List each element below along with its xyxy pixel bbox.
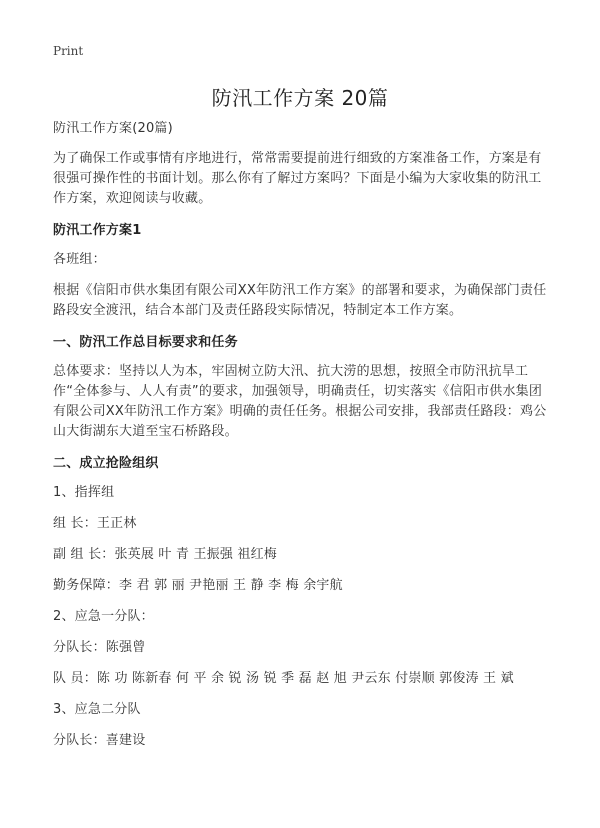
- document-body: [53, 119, 550, 762]
- list-item: 1、指挥组: [53, 485, 115, 500]
- heading-organization: 二、成立抢险组织: [53, 456, 159, 471]
- list-item: 2、应急一分队：: [53, 609, 154, 624]
- team2-leader-line: 分队长：喜建设: [53, 733, 146, 748]
- list-item: 3、应急二分队: [53, 702, 141, 717]
- deputy-line: 副 组 长：张英展 叶 青 王振强 祖红梅: [53, 547, 277, 562]
- heading-goals: 一、防汛工作总目标要求和任务: [53, 335, 238, 350]
- logistics-line: 勤务保障：李 君 郭 丽 尹艳丽 王 静 李 梅 余宇航: [53, 578, 343, 593]
- print-label[interactable]: Print: [53, 44, 84, 58]
- team1-leader-line: 分队长：陈强曾: [53, 640, 146, 655]
- document-subtitle: 防汛工作方案(20篇): [53, 121, 173, 136]
- section-title: 防汛工作方案1: [53, 223, 142, 238]
- team1-members-line: 队 员：陈 功 陈新春 何 平 余 锐 汤 锐 季 磊 赵 旭 尹云东 付崇顺 郭俊涛 王 斌: [53, 671, 514, 686]
- paragraph-basis: 根据《信阳市供水集团有限公司XX年防汛工作方案》的部署和要求，为确保部门责任路段安全渡汛，结合本部门及责任路段实际情况，特制定本工作方案。: [53, 283, 547, 318]
- leader-line: 组 长：王正林: [53, 516, 137, 531]
- intro-paragraph: 为了确保工作或事情有序地进行，常常需要提前进行细致的方案准备工作，方案是有很强可操作性的书面计划。那么你有了解过方案吗？下面是小编为大家收集的防汛工作方案，欢迎阅读与收藏。: [53, 151, 542, 206]
- paragraph-requirements: 总体要求：坚持以人为本，牢固树立防大汛、抗大涝的思想，按照全市防汛抗旱工作“全体参与、人人有责”的要求，加强领导，明确责任，切实落实《信阳市供水集团有限公司XX年防汛工作方案》明确的责任任务。根据公司安排，我部责任路段：鸡公山大街湖东大道至宝石桥路段。: [53, 364, 547, 439]
- page-title: 防汛工作方案 20篇: [211, 86, 389, 110]
- greeting: 各班组：: [53, 252, 106, 267]
